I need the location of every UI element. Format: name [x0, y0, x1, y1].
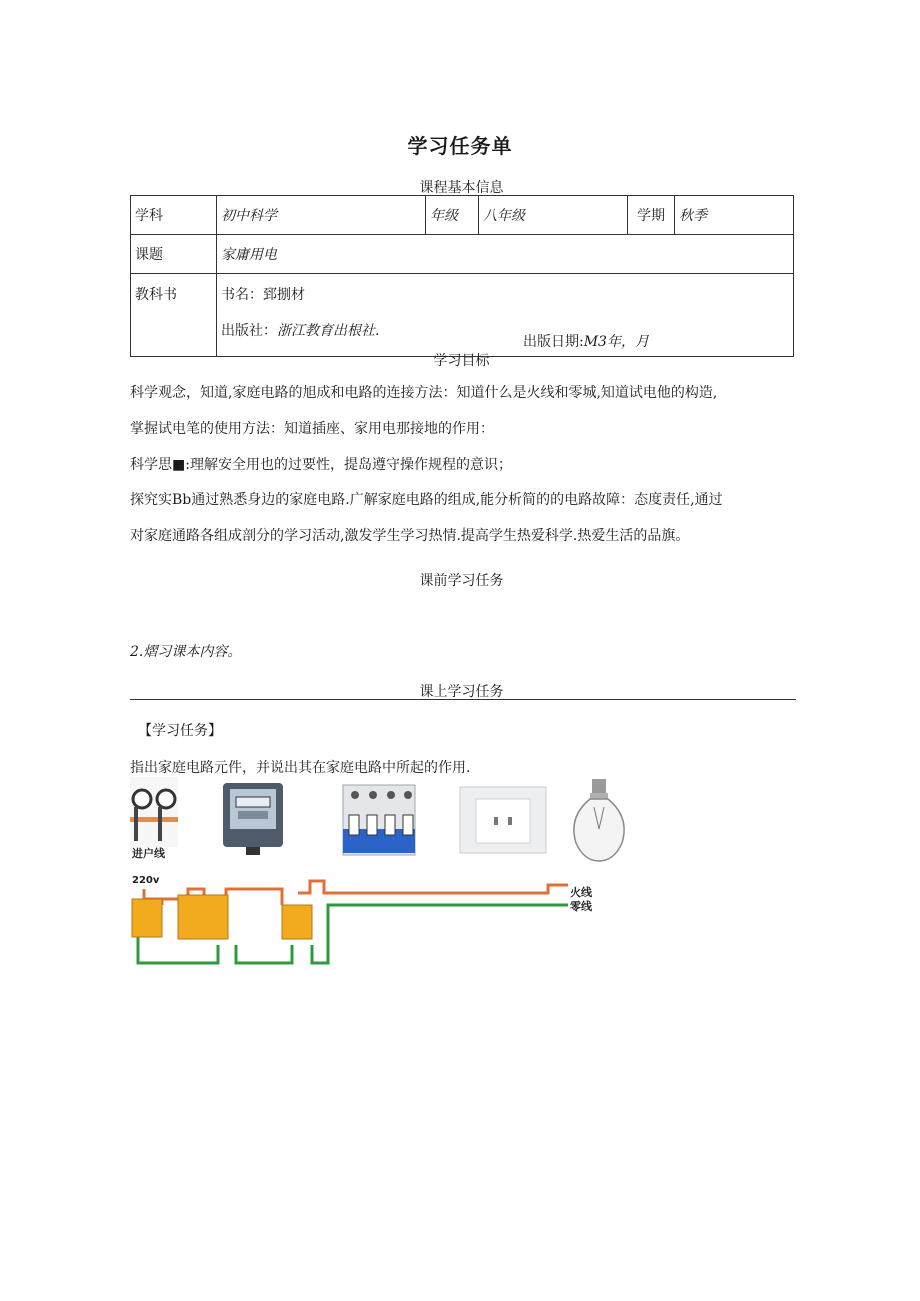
pre-class-item: 2.熠习课本内容。 — [130, 644, 242, 660]
pub-date-value: M3年，月 — [583, 334, 649, 350]
meter-icon — [223, 783, 283, 855]
section-divider — [130, 699, 796, 700]
term-label: 学期 — [628, 196, 675, 235]
objective-line-5: 对家庭通路各组成剖分的学习活动,激发学生学习热情.提高学生热爱科学.热爱生活的品旗。 — [130, 528, 690, 544]
grade-label: 年级 — [426, 196, 479, 235]
circuit-figure — [128, 777, 628, 967]
objective-line-1: 科学观念，知道,家庭电路的旭成和电路的连接方法：知道什么是火线和零城,知道试电他的构造, — [130, 385, 718, 401]
live-wire-label: 火线 — [570, 886, 592, 899]
neutral-wire-label: 零线 — [570, 900, 592, 913]
task-instruction: 指出家庭电路元件，并说出其在家庭电路中所起的作用. — [130, 760, 471, 776]
pre-class-heading: 课前学习任务 — [419, 573, 504, 589]
objective-line-2: 掌握试电笔的使用方法：知道插座、家用电那接地的作用： — [130, 421, 494, 437]
table-row — [131, 235, 794, 274]
book-name-line: 书名：郅捌材 — [221, 287, 305, 303]
subject-value: 初中科学 — [217, 196, 426, 235]
topic-label: 课题 — [131, 235, 217, 274]
publisher-label: 出版社： — [221, 323, 277, 339]
publisher-value: 浙江教育出根社. — [277, 323, 380, 339]
entry-label: 进户线 — [132, 847, 165, 860]
page-title: 学习任务单 — [407, 134, 513, 158]
objective-line-3: 科学思■:理解安全用也的过要性，提岛遵守操作规程的意识； — [130, 457, 512, 473]
wiring-diagram — [132, 881, 568, 963]
breaker-icon — [343, 785, 415, 855]
objective-line-4: 探究实Bb通过熟悉身边的家庭电路.广解家庭电路的组成,能分析简的的电路故障：态度责任,通过 — [130, 492, 723, 508]
pub-date-line — [523, 331, 649, 351]
term-value: 秋季 — [675, 196, 794, 235]
in-class-heading: 课上学习任务 — [419, 684, 504, 700]
pub-date-label: 出版日期: — [523, 334, 584, 350]
basic-info-table — [130, 195, 794, 357]
subject-label: 学科 — [131, 196, 217, 235]
table-row — [131, 196, 794, 235]
textbook-cell — [217, 274, 794, 357]
objectives-heading: 学习目标 — [433, 353, 490, 369]
topic-value: 家庸用电 — [217, 235, 794, 274]
grade-value: 八年级 — [479, 196, 628, 235]
light-bulb-icon — [574, 779, 624, 861]
publisher-line — [221, 320, 789, 340]
voltage-label: 220v — [132, 875, 160, 886]
task-label: 【学习任务】 — [138, 723, 222, 739]
entry-wire-icon — [130, 777, 178, 847]
table-row — [131, 274, 794, 357]
basic-info-heading: 课程基本信息 — [419, 180, 504, 196]
socket-icon — [460, 787, 546, 853]
textbook-label: 教科书 — [131, 274, 217, 357]
